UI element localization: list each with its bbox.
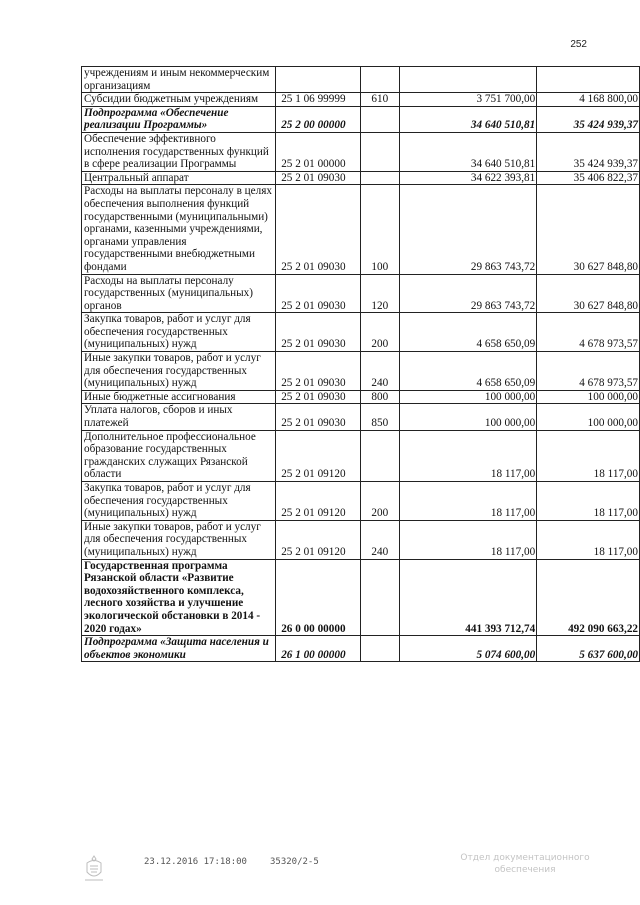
row-name: Обеспечение эффективного исполнения государственных функций в сфере реализации Программы — [82, 132, 276, 171]
row-amount-second-year — [537, 67, 640, 93]
table-row — [82, 67, 640, 93]
row-expense-type — [360, 67, 399, 93]
row-amount-first-year: 29 863 743,72 — [399, 185, 536, 274]
row-expense-type — [360, 106, 399, 132]
row-target-code: 26 0 00 00000 — [276, 559, 360, 636]
row-name: Центральный аппарат — [82, 171, 276, 185]
row-amount-first-year — [399, 67, 536, 93]
row-amount-first-year: 4 658 650,09 — [399, 313, 536, 352]
row-target-code: 25 2 01 00000 — [276, 132, 360, 171]
row-expense-type: 240 — [360, 352, 399, 391]
row-name: Расходы на выплаты персоналу государственных (муниципальных) органов — [82, 274, 276, 313]
row-expense-type: 240 — [360, 520, 399, 559]
row-target-code: 25 2 01 09030 — [276, 404, 360, 430]
row-expense-type: 800 — [360, 390, 399, 404]
row-amount-second-year: 35 424 939,37 — [537, 106, 640, 132]
program-row — [82, 559, 640, 636]
row-name: Субсидии бюджетным учреждениям — [82, 93, 276, 107]
row-amount-second-year: 30 627 848,80 — [537, 274, 640, 313]
stamp-line: Отдел документационного — [460, 853, 590, 863]
row-amount-first-year: 18 117,00 — [399, 430, 536, 481]
table-row — [82, 390, 640, 404]
row-target-code: 25 2 01 09120 — [276, 520, 360, 559]
table-row — [82, 313, 640, 352]
stamp-line: обеспечения — [494, 865, 556, 875]
table-row — [82, 352, 640, 391]
coat-of-arms-icon — [83, 854, 105, 882]
row-amount-second-year: 4 168 800,00 — [537, 93, 640, 107]
row-name: Иные бюджетные ассигнования — [82, 390, 276, 404]
row-amount-second-year: 35 424 939,37 — [537, 132, 640, 171]
row-amount-first-year: 5 074 600,00 — [399, 636, 536, 662]
row-name: Иные закупки товаров, работ и услуг для обеспечения государственных (муниципальных) нужд — [82, 352, 276, 391]
row-amount-first-year: 100 000,00 — [399, 404, 536, 430]
row-expense-type — [360, 171, 399, 185]
table-row — [82, 430, 640, 481]
row-expense-type — [360, 559, 399, 636]
row-amount-second-year: 4 678 973,57 — [537, 352, 640, 391]
row-amount-first-year: 3 751 700,00 — [399, 93, 536, 107]
row-name: Уплата налогов, сборов и иных платежей — [82, 404, 276, 430]
table-row — [82, 93, 640, 107]
row-amount-second-year: 100 000,00 — [537, 404, 640, 430]
row-expense-type — [360, 132, 399, 171]
table-row — [82, 132, 640, 171]
row-name: Подпрограмма «Защита населения и объектов экономики — [82, 636, 276, 662]
row-target-code: 25 2 01 09030 — [276, 313, 360, 352]
row-target-code: 25 2 01 09120 — [276, 430, 360, 481]
row-target-code: 25 2 01 09030 — [276, 390, 360, 404]
row-amount-second-year: 18 117,00 — [537, 520, 640, 559]
row-target-code — [276, 67, 360, 93]
row-target-code: 25 2 01 09030 — [276, 171, 360, 185]
row-name: Закупка товаров, работ и услуг для обеспечения государственных (муниципальных) нужд — [82, 482, 276, 521]
row-name: Закупка товаров, работ и услуг для обеспечения государственных (муниципальных) нужд — [82, 313, 276, 352]
row-amount-second-year: 5 637 600,00 — [537, 636, 640, 662]
row-amount-first-year: 29 863 743,72 — [399, 274, 536, 313]
row-amount-first-year: 4 658 650,09 — [399, 352, 536, 391]
row-target-code: 25 2 01 09030 — [276, 185, 360, 274]
row-amount-first-year: 100 000,00 — [399, 390, 536, 404]
row-target-code: 25 2 01 09120 — [276, 482, 360, 521]
table-row — [82, 274, 640, 313]
footer-doc-number: 35320/2-5 — [270, 857, 319, 867]
footer-date: 23.12.2016 17:18:00 — [144, 857, 247, 867]
row-expense-type: 100 — [360, 185, 399, 274]
row-expense-type: 850 — [360, 404, 399, 430]
row-amount-first-year: 18 117,00 — [399, 482, 536, 521]
row-amount-first-year: 441 393 712,74 — [399, 559, 536, 636]
row-amount-second-year: 492 090 663,22 — [537, 559, 640, 636]
budget-table — [81, 66, 640, 662]
department-stamp — [445, 852, 605, 876]
row-name: Расходы на выплаты персоналу в целях обеспечения выполнения функций государственными (муниципальными) органами, казенными учреждениями, органами управления государственными внебюджетными фондами — [82, 185, 276, 274]
row-expense-type: 200 — [360, 313, 399, 352]
table-row — [82, 404, 640, 430]
row-target-code: 25 2 01 09030 — [276, 274, 360, 313]
row-amount-second-year: 4 678 973,57 — [537, 313, 640, 352]
row-amount-first-year: 18 117,00 — [399, 520, 536, 559]
row-expense-type: 610 — [360, 93, 399, 107]
table-row — [82, 482, 640, 521]
table-row — [82, 520, 640, 559]
page-number: 252 — [570, 39, 587, 50]
row-expense-type: 200 — [360, 482, 399, 521]
row-target-code: 25 1 06 99999 — [276, 93, 360, 107]
row-amount-second-year: 18 117,00 — [537, 430, 640, 481]
row-amount-first-year: 34 622 393,81 — [399, 171, 536, 185]
row-amount-first-year: 34 640 510,81 — [399, 106, 536, 132]
row-target-code: 26 1 00 00000 — [276, 636, 360, 662]
table-row — [82, 171, 640, 185]
subprogram-row — [82, 636, 640, 662]
row-name: Государственная программа Рязанской области «Развитие водохозяйственного комплекса, лесного хозяйства и улучшение экологической обстановки в 2014 - 2020 годах» — [82, 559, 276, 636]
row-target-code: 25 2 00 00000 — [276, 106, 360, 132]
table-row — [82, 185, 640, 274]
row-expense-type — [360, 430, 399, 481]
subprogram-row — [82, 106, 640, 132]
row-name: Иные закупки товаров, работ и услуг для обеспечения государственных (муниципальных) нужд — [82, 520, 276, 559]
row-name: Подпрограмма «Обеспечение реализации Программы» — [82, 106, 276, 132]
row-amount-second-year: 35 406 822,37 — [537, 171, 640, 185]
row-target-code: 25 2 01 09030 — [276, 352, 360, 391]
row-amount-first-year: 34 640 510,81 — [399, 132, 536, 171]
page-footer — [0, 852, 640, 892]
row-amount-second-year: 100 000,00 — [537, 390, 640, 404]
table-body — [82, 67, 640, 662]
row-name: Дополнительное профессиональное образование государственных гражданских служащих Рязанской области — [82, 430, 276, 481]
row-amount-second-year: 30 627 848,80 — [537, 185, 640, 274]
row-amount-second-year: 18 117,00 — [537, 482, 640, 521]
row-expense-type — [360, 636, 399, 662]
row-expense-type: 120 — [360, 274, 399, 313]
row-name: учреждениям и иным некоммерческим организациям — [82, 67, 276, 93]
